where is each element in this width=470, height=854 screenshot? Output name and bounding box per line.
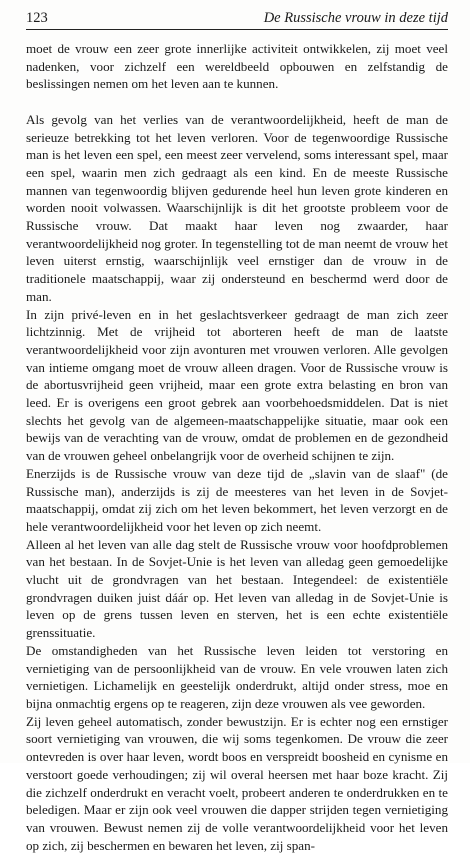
- paragraph-2: Als gevolg van het verlies van de verantwoordelijkheid, heeft de man de serieuze betrekking tot het leven verloren. Voor de tegenwoordige Russische man is het leven een spel, een meest zeer vervelend, soms interessant spel, maar een spel, waarin men zich gedraagt als een kind. En de meeste Russische mannen van tegenwoordig blijven gedurende heel hun leven grote kinderen en worden nooit volwassen. Waarschijnlijk is dit het grootste probleem voor de Russische vrouw. Dat maakt haar leven nog zwaarder, haar verantwoordelijkheid nog groter. In tegenstelling tot de man neemt de vrouw het leven uiterst ernstig, waarschijnlijk veel ernstiger dan de vrouw in de traditionele maatschappij, waar zij ondersteund en beschermd werd door de man.: [26, 111, 448, 304]
- page-number: 123: [26, 10, 48, 26]
- paragraph-5: Alleen al het leven van alle dag stelt de Russische vrouw voor hoofdproblemen van het bestaan. In de Sovjet-Unie is het leven van alledag geen gemoedelijke vlucht uit de grondvragen van het bestaan. Integendeel: de existentiële grondvragen duiken juist dáár op. Het leven van alledag in de Sovjet-Unie is leven op de grens tussen leven en sterven, het is een echte existentiële grenssituatie.: [26, 536, 448, 641]
- body-text: [26, 40, 448, 854]
- paragraph-4: Enerzijds is de Russische vrouw van deze tijd de „slavin van de slaaf" (de Russische man), anderzijds is zij de meesteres van het leven in de Sovjet-maatschappij, omdat zij zich om het leven bekommert, het leven verzorgt en de hele verantwoordelijkheid voor het leven op zich neemt.: [26, 465, 448, 534]
- page-header: [26, 8, 448, 28]
- paragraph-3: In zijn privé-leven en in het geslachtsverkeer gedraagt de man zich zeer lichtzinnig. Met de vrijheid tot aborteren heeft de man de laatste verantwoordelijkheid voor zijn avonturen met vrouwen verloren. Alle gevolgen van intieme omgang moet de vrouw alleen dragen. Voor de Russische vrouw is de abortusvrijheid geen vrijheid, maar een grote extra belasting en bron van leed. Er is overigens een groot gebrek aan voorbehoedsmiddelen. Dat is niet slechts het gevolg van de algemeen-maatschappelijke situatie, maar ook een bewijs van de verachting van de vrouw, omdat de problemen en de gezondheid van de vrouwen geheel onbelangrijk voor de overheid schijnen te zijn.: [26, 306, 448, 464]
- paragraph-1: moet de vrouw een zeer grote innerlijke activiteit ontwikkelen, zij moet veel nadenken, voor zichzelf een wereldbeeld opbouwen en zelfstandig de beslissingen nemen om het leven aan te kunnen.: [26, 41, 448, 92]
- paragraph-6: De omstandigheden van het Russische leven leiden tot verstoring en vernietiging van de persoonlijkheid van de vrouw. En vele vrouwen laten zich vernietigen. Lichamelijk en geestelijk onderdrukt, altijd onder stress, moe en bijna onmachtig ergens op te reageren, zijn deze vrouwen als vee geworden.: [26, 642, 448, 711]
- paragraph-7: Zij leven geheel automatisch, zonder bewustzijn. Er is echter nog een ernstiger soort vernietiging van vrouwen, die wij soms tegenkomen. De vrouw die zeer ontevreden is over haar leven, wordt boos en verspreidt boosheid en cynisme en verstoort goede verhoudingen; zij wil overal heersen met haar boze kracht. Zij die zichzelf onderdrukt en veracht voelt, probeert anderen te onderdrukken en te beledigen. Maar er zijn ook veel vrouwen die dapper strijden tegen vernietiging van vrouwen. Bewust nemen zij de volle verantwoordelijkheid voor het leven op zich, zij beschermen en bewaren het leven, zij span-: [26, 713, 448, 853]
- running-title: De Russische vrouw in deze tijd: [263, 10, 448, 26]
- header-rule: [26, 29, 448, 30]
